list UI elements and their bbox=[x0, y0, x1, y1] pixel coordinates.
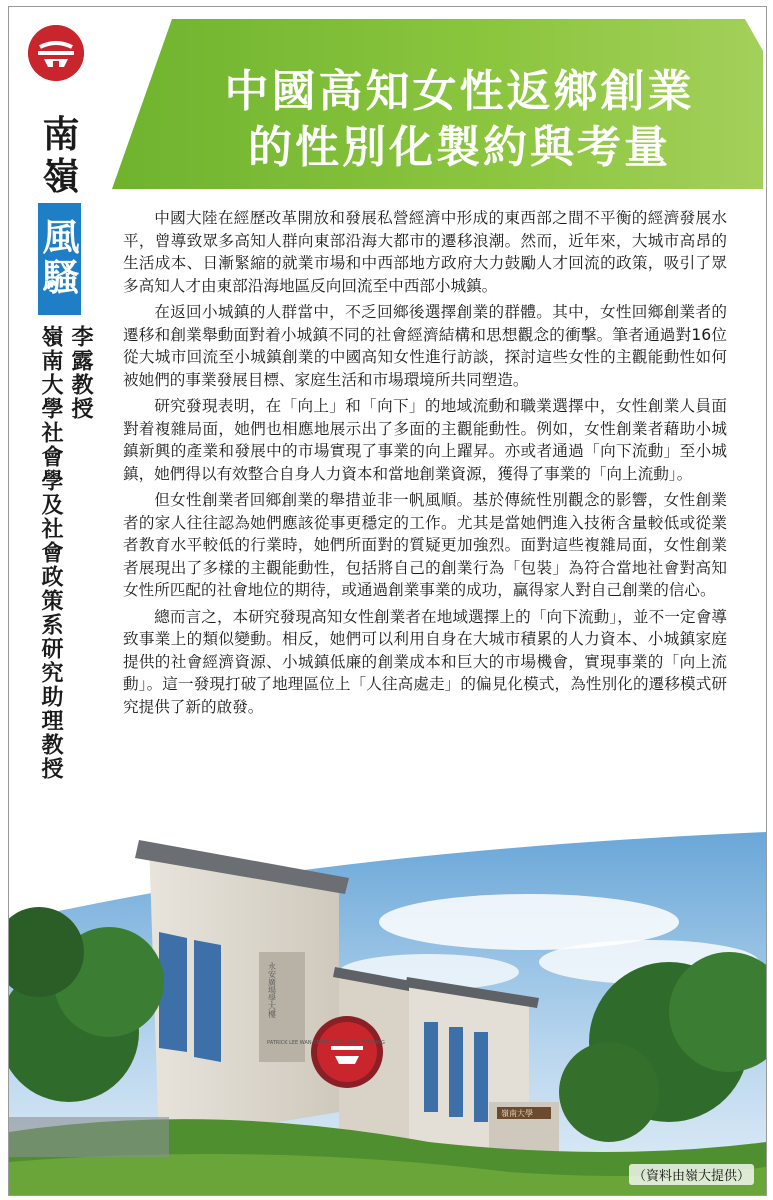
headline-banner bbox=[112, 19, 763, 189]
newspaper-page bbox=[8, 6, 767, 1196]
article-paragraph: 在返回小城鎮的人群當中，不乏回鄉後選擇創業的群體。其中，女性回鄉創業者的遷移和創業舉動面對着小城鎮不同的社會經濟結構和思想觀念的衝擊。筆者通過對16位從大城市回流至小城鎮創業的中國高知女性進行訪談，探討這些女性的主觀能動性如何被她們的事業發展目標、家庭生活和市場環境所共同塑造。 bbox=[123, 303, 727, 389]
article-paragraph: 研究發現表明，在「向上」和「向下」的地域流動和職業選擇中，女性創業人員面對着複雜局面，她們也相應地展示出了多面的主觀能動性。例如，女性創業者藉助小城鎮新興的產業和發展中的市場實現了事業的向上躍昇。亦或者通過「向下流動」至小城鎮，她們得以有效整合自身人力資本和當地創業資源，獲得了事業的「向上流動」。 bbox=[123, 397, 727, 483]
article-paragraph: 總而言之，本研究發現高知女性創業者在地域選擇上的「向下流動」，並不一定會導致事業上的類似變動。相反，她們可以利用自身在大城市積累的人力資本、小城鎮家庭提供的社會經濟資源、小城鎮低廉的創業成本和巨大的市場機會，實現事業的「向上流動」。這一發現打破了地理區位上「人往高處走」的偏見化模式，為性別化的遷移模式研究提供了新的啟發。 bbox=[123, 607, 727, 716]
column-name bbox=[41, 113, 81, 197]
article-paragraph: 但女性創業者回鄉創業的舉措並非一帆風順。基於傳統性別觀念的影響，女性創業者的家人往往認為她們應該從事更穩定的工作。尤其是當她們進入技術含量較低或從業者教育水平較低的行業時，她們所面對的質疑更加強烈。面對這些複雜局面，女性創業者展現出了多樣的主觀能動性，包括將自己的創業行為「包裝」為符合當地社會對高知女性所匹配的社會地位的期待，或通過創業事業的成功，贏得家人對自己創業的信心。 bbox=[123, 491, 727, 599]
building-sign-en: PATRICK LEE WAN KEUNG ACADEMIC BUILDING bbox=[267, 1040, 385, 1046]
gate-sign: 嶺南大學 bbox=[501, 1109, 533, 1118]
lingnan-logo-icon bbox=[28, 25, 84, 81]
banner-wedge bbox=[112, 19, 172, 189]
headline-line2: 的性別化製約與考量 bbox=[248, 122, 671, 173]
column-name-line2: 風騷 bbox=[42, 215, 80, 299]
campus-photo bbox=[9, 812, 766, 1195]
building-sign: 永安廣場學大樓 bbox=[267, 962, 277, 1018]
author-affiliation: 嶺南大學社會學及社會政策系研究助理教授 bbox=[38, 325, 63, 781]
photo-credit: （資料由嶺大提供） bbox=[629, 1164, 754, 1185]
column-name-box bbox=[41, 203, 81, 315]
article-body bbox=[123, 207, 727, 722]
banner-corner bbox=[745, 19, 763, 51]
article-paragraph: 中國大陸在經歷改革開放和發展私營經濟中形成的東西部之間不平衡的經濟發展水平，曾導致眾多高知人群向東部沿海大都市的遷移浪潮。然而，近年來，大城市高昂的生活成本、日漸緊縮的就業市場和中西部地方政府大力鼓勵人才回流的政策，吸引了眾多高知人才由東部沿海地區反向回流至中西部小城鎮。 bbox=[123, 209, 727, 295]
headline-line1: 中國高知女性返鄉創業 bbox=[224, 66, 695, 117]
author-name: 李露教授 bbox=[68, 325, 93, 421]
column-name-line1: 南嶺 bbox=[42, 112, 80, 198]
